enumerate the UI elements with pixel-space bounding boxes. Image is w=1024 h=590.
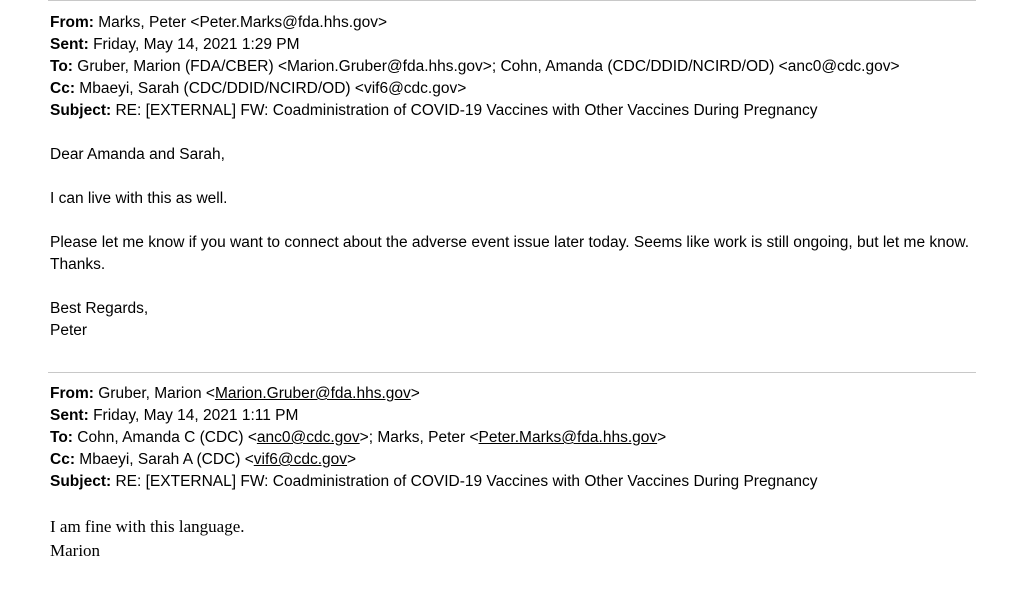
header-to-label: To: [50, 58, 73, 75]
header-cc [50, 449, 994, 471]
message-1-paragraph-1: I can live with this as well. [50, 190, 228, 207]
header-sent-value: Friday, May 14, 2021 1:29 PM [93, 36, 300, 53]
header-cc-label: Cc: [50, 451, 75, 468]
header-subject-value: RE: [EXTERNAL] FW: Coadministration of COVID-19 Vaccines with Other Vaccines During Pregnancy [115, 102, 818, 119]
header-from-prefix: Gruber, Marion < [98, 385, 215, 402]
header-from [50, 12, 994, 34]
email-link-sarah-mbaeyi[interactable]: vif6@cdc.gov [253, 451, 348, 468]
header-from [50, 383, 994, 405]
header-to-value: Gruber, Marion (FDA/CBER) <Marion.Gruber@fda.hhs.gov>; Cohn, Amanda (CDC/DDID/NCIRD/OD) <anc0@cdc.gov> [77, 58, 900, 75]
header-to-label: To: [50, 429, 73, 446]
message-1-closing: Best Regards, [50, 300, 149, 317]
header-subject [50, 100, 994, 122]
header-cc-value: Mbaeyi, Sarah (CDC/DDID/NCIRD/OD) <vif6@cdc.gov> [79, 80, 467, 97]
header-cc [50, 78, 994, 100]
message-1-headers [0, 0, 1024, 122]
message-2-body [0, 515, 1024, 563]
header-from-value: Marks, Peter <Peter.Marks@fda.hhs.gov> [98, 14, 388, 31]
header-to [50, 56, 994, 78]
message-2-headers [0, 383, 1024, 493]
message-2-signature: Marion [50, 541, 101, 560]
header-sent [50, 405, 994, 427]
header-subject-label: Subject: [50, 102, 112, 119]
header-from-label: From: [50, 14, 94, 31]
header-to [50, 427, 994, 449]
header-subject-value: RE: [EXTERNAL] FW: Coadministration of COVID-19 Vaccines with Other Vaccines During Pregnancy [115, 473, 818, 490]
email-link-peter-marks[interactable]: Peter.Marks@fda.hhs.gov [478, 429, 658, 446]
message-1-salutation: Dear Amanda and Sarah, [50, 146, 225, 163]
message-1-signature: Peter [50, 322, 88, 339]
message-1-body [0, 144, 1024, 342]
email-link-marion-gruber[interactable]: Marion.Gruber@fda.hhs.gov [214, 385, 411, 402]
header-sent-label: Sent: [50, 36, 89, 53]
header-to-prefix: Cohn, Amanda C (CDC) < [77, 429, 257, 446]
message-divider [48, 372, 976, 373]
header-cc-label: Cc: [50, 80, 75, 97]
header-sent [50, 34, 994, 56]
header-cc-prefix: Mbaeyi, Sarah A (CDC) < [79, 451, 254, 468]
header-from-suffix: > [410, 385, 420, 402]
header-from-label: From: [50, 385, 94, 402]
message-2-paragraph-1: I am fine with this language. [50, 517, 245, 536]
header-to-middle: >; Marks, Peter < [359, 429, 479, 446]
message-1-paragraph-2: Please let me know if you want to connect about the adverse event issue later today. Seems like work is still ongoing, but let me know. Thanks. [50, 234, 970, 273]
header-cc-suffix: > [347, 451, 357, 468]
header-sent-value: Friday, May 14, 2021 1:11 PM [93, 407, 299, 424]
header-to-suffix: > [657, 429, 667, 446]
header-subject [50, 471, 994, 493]
header-subject-label: Subject: [50, 473, 112, 490]
header-sent-label: Sent: [50, 407, 89, 424]
email-link-amanda-cohn[interactable]: anc0@cdc.gov [256, 429, 360, 446]
email-message-2 [0, 372, 1024, 563]
